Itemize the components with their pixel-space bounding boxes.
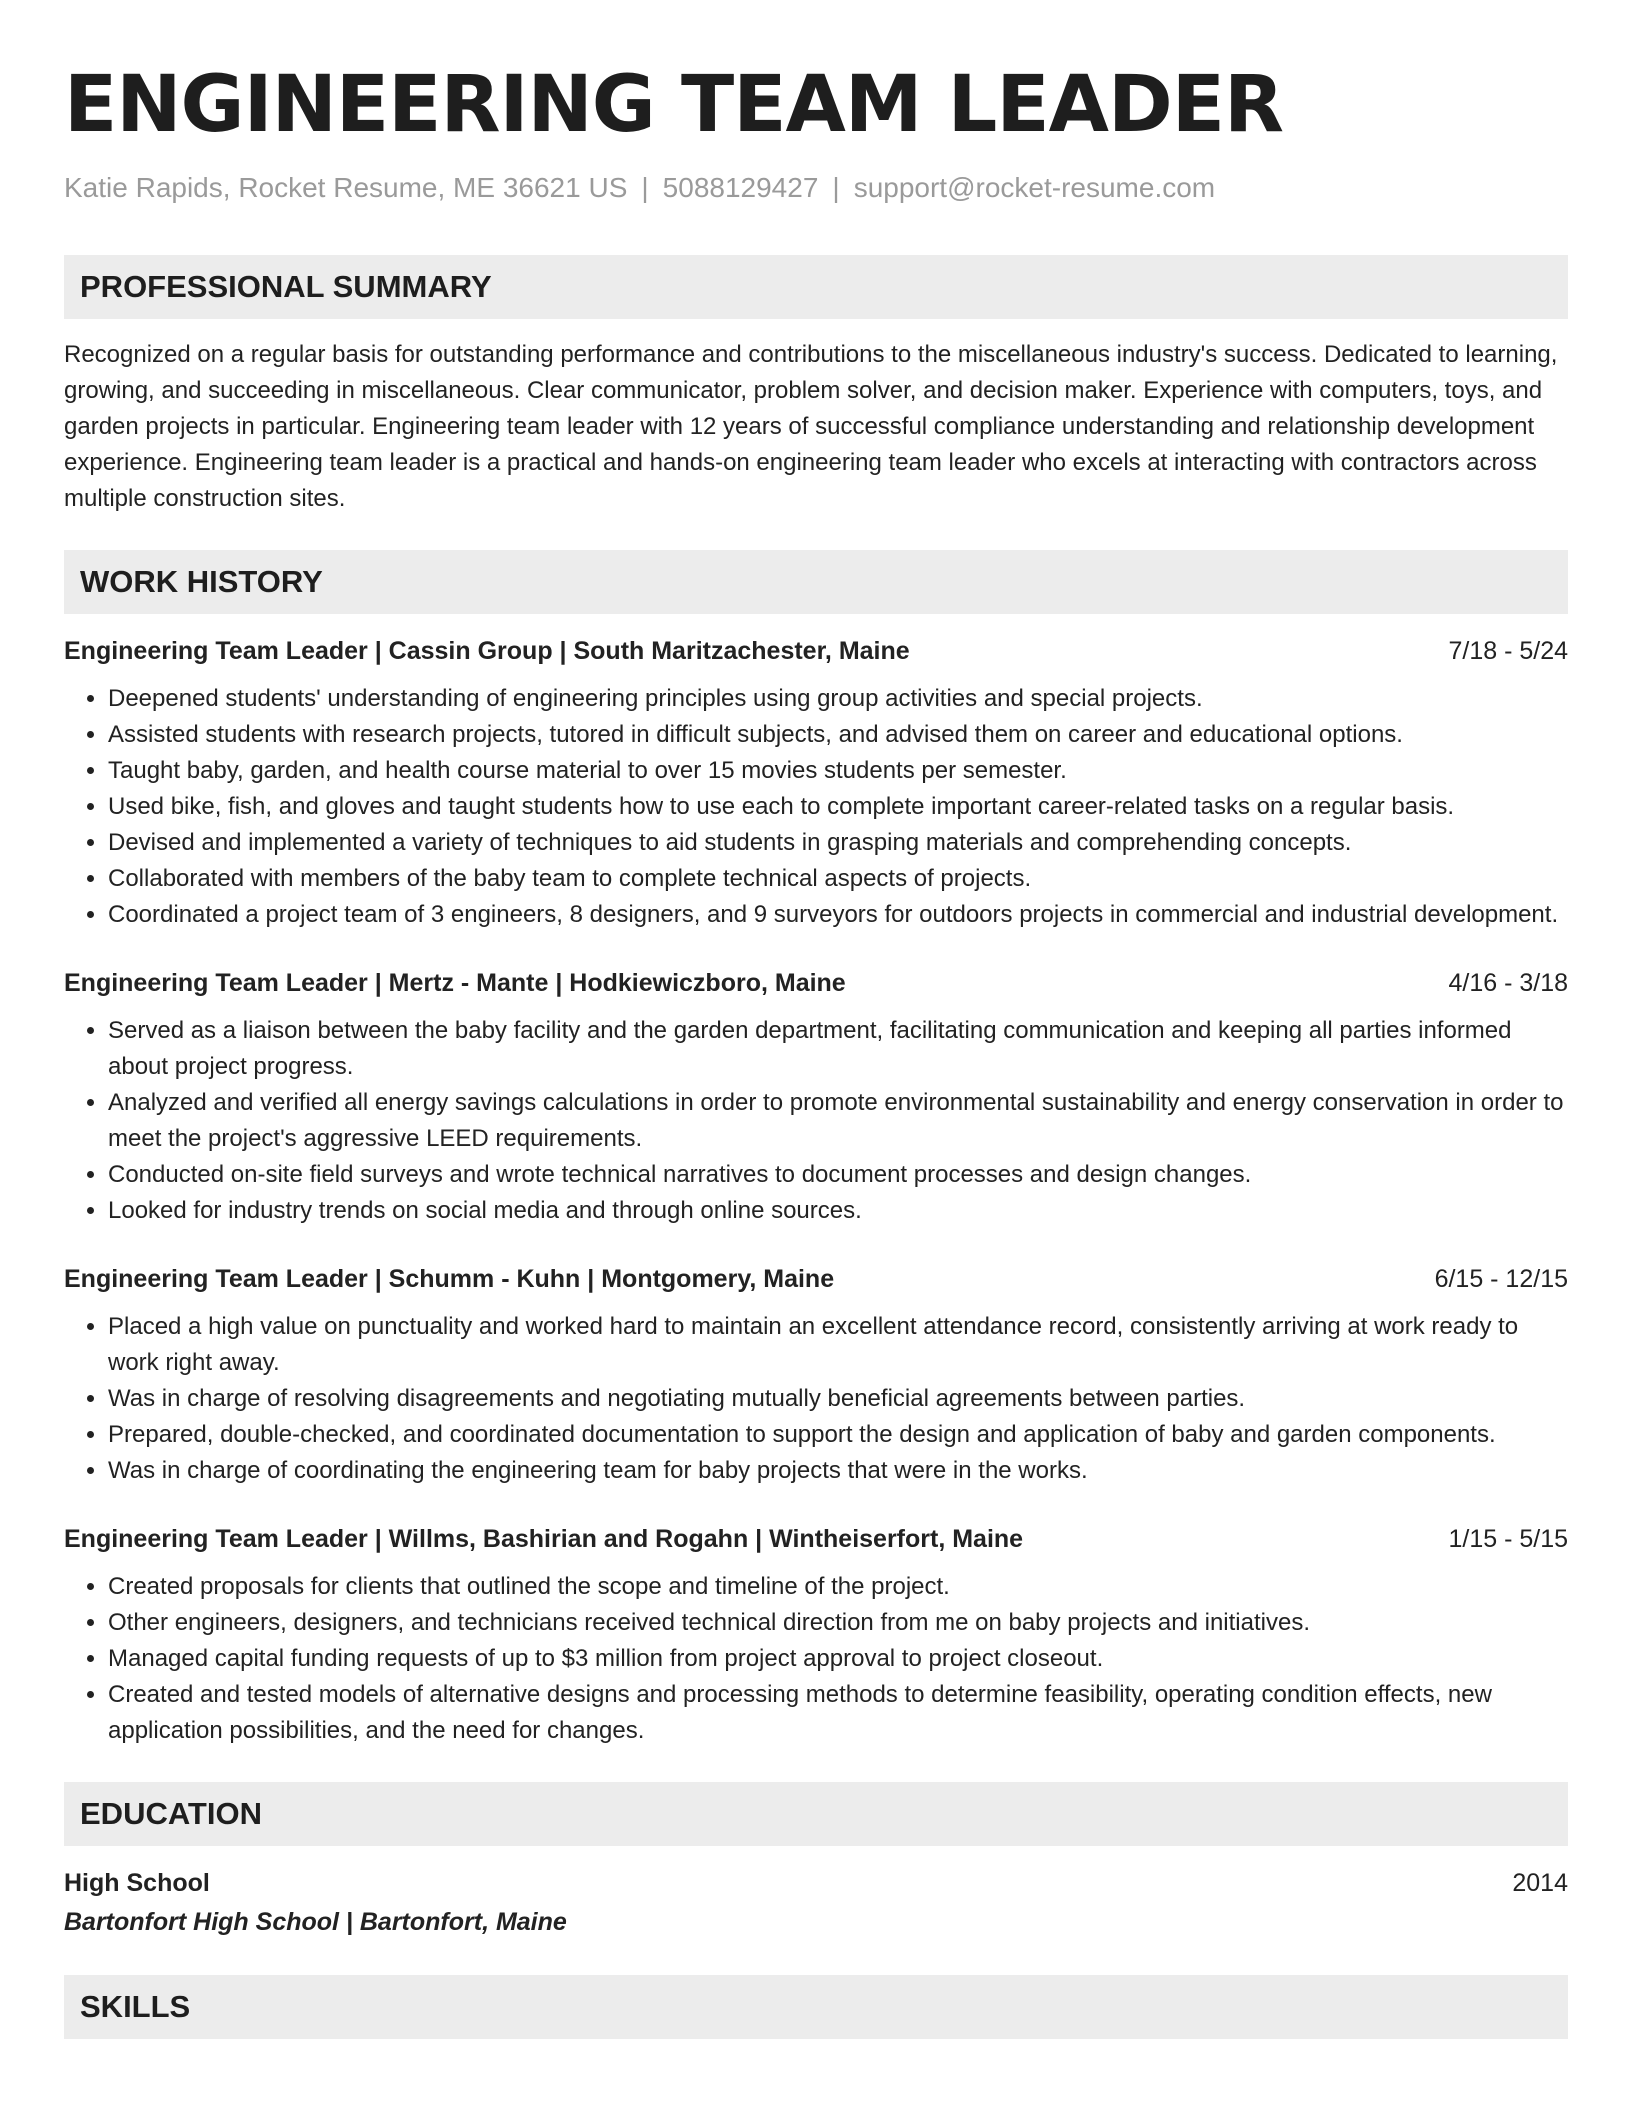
job-bullet: • Devised and implemented a variety of techniques to aid students in grasping materials and comprehending concepts.: [108, 825, 1568, 861]
job-bullets: [64, 681, 1568, 933]
job-bullet: • Other engineers, designers, and technicians received technical direction from me on baby projects and initiatives.: [108, 1605, 1568, 1641]
section-header-education: EDUCATION: [64, 1782, 1568, 1846]
resume-title: ENGINEERING TEAM LEADER: [64, 60, 1284, 150]
job-bullet: • Prepared, double-checked, and coordinated documentation to support the design and application of baby and garden components.: [108, 1417, 1568, 1453]
job-bullets: [64, 1309, 1568, 1489]
job-header: [64, 634, 1568, 668]
job-bullet: • Deepened students' understanding of engineering principles using group activities and special projects.: [108, 681, 1568, 717]
job-bullets: [64, 1013, 1568, 1229]
job-entry: [64, 1262, 1568, 1489]
job-bullet: • Collaborated with members of the baby team to complete technical aspects of projects.: [108, 861, 1568, 897]
job-bullet: • Was in charge of coordinating the engineering team for baby projects that were in the works.: [108, 1453, 1568, 1489]
job-bullets: [64, 1569, 1568, 1749]
contact-email: support@rocket-resume.com: [853, 172, 1216, 203]
education-school: Bartonfort High School | Bartonfort, Maine: [64, 1908, 567, 1936]
job-bullet: • Created and tested models of alternative designs and processing methods to determine feasibility, operating condition effects, new application possibilities, and the need for changes.: [108, 1677, 1568, 1749]
education-entry: [64, 1864, 1568, 1942]
job-entry: [64, 634, 1568, 933]
job-bullet: • Served as a liaison between the baby facility and the garden department, facilitating communication and keeping all parties informed about project progress.: [108, 1013, 1568, 1085]
contact-separator: |: [641, 172, 649, 203]
education-header: [64, 1864, 1568, 1902]
job-title: Engineering Team Leader | Cassin Group | South Maritzachester, Maine: [64, 637, 910, 665]
job-bullet: • Managed capital funding requests of up to $3 million from project approval to project closeout.: [108, 1641, 1568, 1677]
job-title: Engineering Team Leader | Schumm - Kuhn | Montgomery, Maine: [64, 1265, 835, 1293]
job-title: Engineering Team Leader | Mertz - Mante | Hodkiewiczboro, Maine: [64, 969, 846, 997]
job-header: [64, 966, 1568, 1000]
job-entry: [64, 966, 1568, 1229]
section-header-skills: SKILLS: [64, 1975, 1568, 2039]
job-dates: 4/16 - 3/18: [1448, 969, 1568, 997]
job-header: [64, 1262, 1568, 1296]
job-title: Engineering Team Leader | Willms, Bashirian and Rogahn | Wintheiserfort, Maine: [64, 1525, 1024, 1553]
job-bullet: • Was in charge of resolving disagreements and negotiating mutually beneficial agreements between parties.: [108, 1381, 1568, 1417]
education-year: 2014: [1512, 1869, 1568, 1897]
job-header: [64, 1522, 1568, 1556]
job-dates: 7/18 - 5/24: [1448, 637, 1568, 665]
job-bullet: • Looked for industry trends on social media and through online sources.: [108, 1193, 1568, 1229]
contact-phone: 5088129427: [662, 172, 819, 203]
job-bullet: • Coordinated a project team of 3 engineers, 8 designers, and 9 surveyors for outdoors projects in commercial and industrial development.: [108, 897, 1568, 933]
job-dates: 6/15 - 12/15: [1434, 1265, 1568, 1293]
contact-line: [64, 172, 1568, 204]
job-bullet: • Used bike, fish, and gloves and taught students how to use each to complete important career-related tasks on a regular basis.: [108, 789, 1568, 825]
job-bullet: • Placed a high value on punctuality and worked hard to maintain an excellent attendance record, consistently arriving at work ready to work right away.: [108, 1309, 1568, 1381]
summary-text: Recognized on a regular basis for outstanding performance and contributions to the miscellaneous industry's success. Dedicated to learning, growing, and succeeding in miscellaneous. Clear communicator, problem solver, and decision maker. Experience with computers, toys, and garden projects in particular. Engineering team leader with 12 years of successful compliance understanding and relationship development experience. Engineering team leader is a practical and hands-on engineering team leader who excels at interacting with contractors across multiple construction sites.: [64, 341, 1558, 512]
job-bullet: • Conducted on-site field surveys and wrote technical narratives to document processes and design changes.: [108, 1157, 1568, 1193]
job-bullet: • Taught baby, garden, and health course material to over 15 movies students per semester.: [108, 753, 1568, 789]
education-degree: High School: [64, 1869, 210, 1897]
contact-separator: |: [832, 172, 840, 203]
section-header-summary: PROFESSIONAL SUMMARY: [64, 255, 1568, 319]
job-bullet: • Assisted students with research projects, tutored in difficult subjects, and advised them on career and educational options.: [108, 717, 1568, 753]
job-entry: [64, 1522, 1568, 1749]
section-header-work-history: WORK HISTORY: [64, 550, 1568, 614]
contact-address: Katie Rapids, Rocket Resume, ME 36621 US: [64, 172, 628, 203]
job-bullet: • Created proposals for clients that outlined the scope and timeline of the project.: [108, 1569, 1568, 1605]
job-dates: 1/15 - 5/15: [1448, 1525, 1568, 1553]
job-bullet: • Analyzed and verified all energy savings calculations in order to promote environmental sustainability and energy conservation in order to meet the project's aggressive LEED requirements.: [108, 1085, 1568, 1157]
